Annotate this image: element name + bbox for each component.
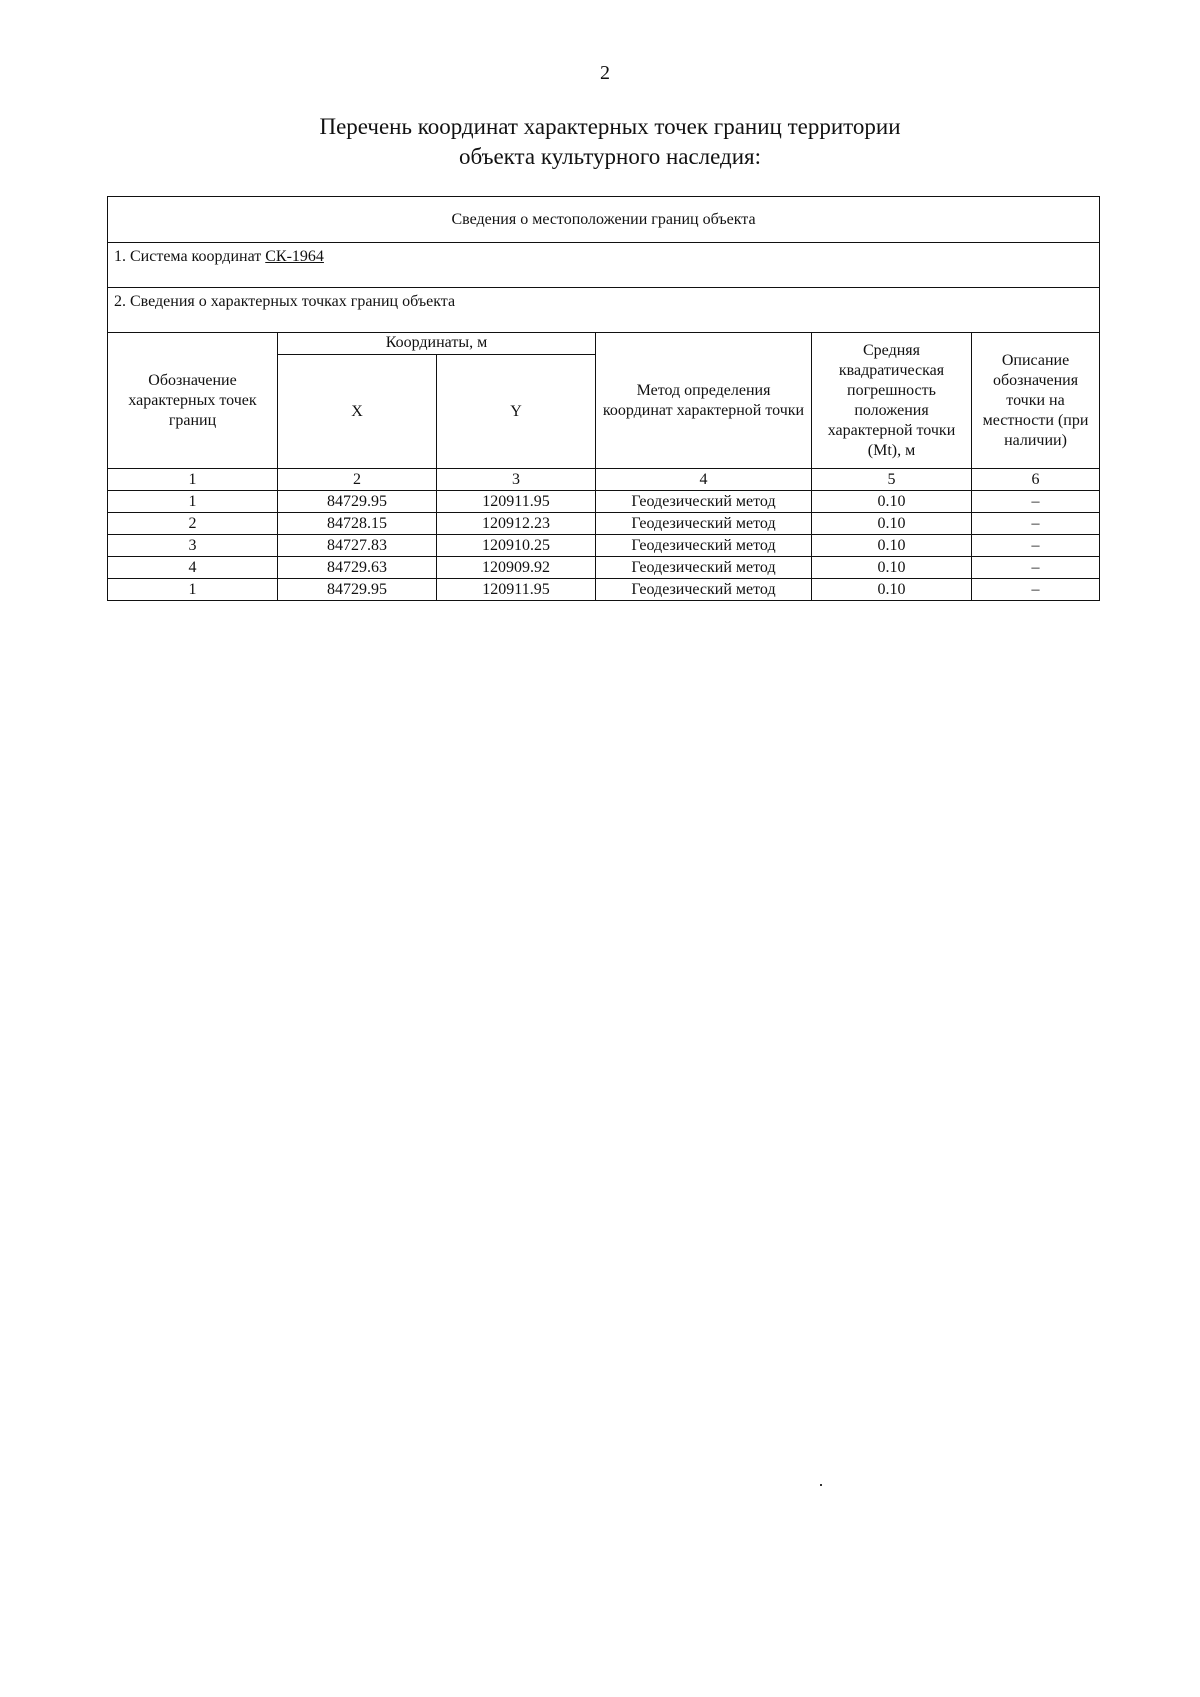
point-x: 84727.83 [278,535,437,557]
coordinates-table [107,196,1100,601]
point-method: Геодезический метод [596,513,812,535]
section-title: Сведения о местоположении границ объекта [108,197,1100,243]
points-info-row: 2. Сведения о характерных точках границ объекта [108,288,1100,333]
table-row [108,535,1100,557]
point-designation: 1 [108,491,278,513]
point-x: 84729.63 [278,557,437,579]
document-title [0,112,1200,172]
coord-system-label: 1. Система координат [114,248,266,265]
point-designation: 1 [108,579,278,601]
point-designation: 3 [108,535,278,557]
column-numbers-row [108,469,1100,491]
title-line-2: объекта культурного наследия: [458,144,762,169]
scan-speck [820,1484,822,1486]
header-y: Y [437,355,596,469]
point-y: 120910.25 [437,535,596,557]
point-error: 0.10 [812,579,972,601]
coord-system-value: СК-1964 [265,248,324,265]
table-row [108,513,1100,535]
point-method: Геодезический метод [596,557,812,579]
page-number: 2 [600,62,610,84]
point-error: 0.10 [812,557,972,579]
header-designation: Обозначение характерных точек границ [108,333,278,469]
point-error: 0.10 [812,491,972,513]
point-description: – [972,579,1100,601]
column-number: 5 [812,469,972,491]
point-x: 84729.95 [278,491,437,513]
column-number: 2 [278,469,437,491]
point-error: 0.10 [812,535,972,557]
header-description: Описание обозначения точки на местности (при наличии) [972,333,1100,469]
column-number: 3 [437,469,596,491]
point-description: – [972,491,1100,513]
title-line-1: Перечень координат характерных точек границ территории [319,114,901,139]
point-designation: 4 [108,557,278,579]
point-y: 120912.23 [437,513,596,535]
point-description: – [972,513,1100,535]
point-method: Геодезический метод [596,535,812,557]
point-description: – [972,535,1100,557]
point-error: 0.10 [812,513,972,535]
point-y: 120911.95 [437,579,596,601]
coord-system-row [108,243,1100,288]
column-number: 4 [596,469,812,491]
header-error: Средняя квадратическая погрешность положения характерной точки (Mt), м [812,333,972,469]
point-method: Геодезический метод [596,579,812,601]
point-description: – [972,557,1100,579]
point-x: 84729.95 [278,579,437,601]
point-x: 84728.15 [278,513,437,535]
table-row [108,491,1100,513]
header-x: X [278,355,437,469]
column-number: 6 [972,469,1100,491]
header-method: Метод определения координат характерной точки [596,333,812,469]
column-number: 1 [108,469,278,491]
point-y: 120911.95 [437,491,596,513]
table-row [108,557,1100,579]
point-y: 120909.92 [437,557,596,579]
header-coordinates: Координаты, м [278,333,596,355]
point-method: Геодезический метод [596,491,812,513]
table-row [108,579,1100,601]
point-designation: 2 [108,513,278,535]
